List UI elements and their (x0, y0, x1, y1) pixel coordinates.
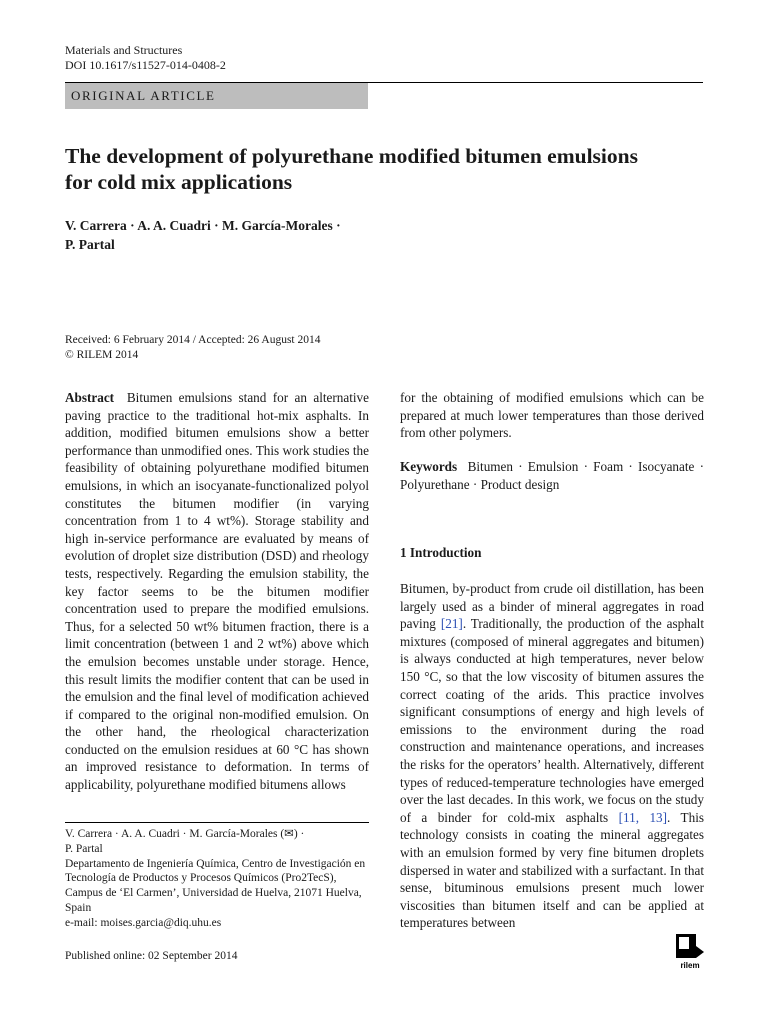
authors-line-2: P. Partal (65, 237, 115, 252)
article-type-banner: ORIGINAL ARTICLE (65, 83, 368, 109)
received-accepted: Received: 6 February 2014 / Accepted: 26 August 2014 (65, 334, 321, 346)
section-heading-introduction: 1 Introduction (400, 545, 482, 560)
dates-block (65, 333, 321, 363)
abstract-continuation: for the obtaining of modified emulsions which can be prepared at much lower temperatures than those derived from other polymers. (400, 390, 704, 441)
citation-link[interactable]: [21] (440, 616, 463, 632)
abstract (65, 389, 369, 794)
authors-line-1: V. Carrera · A. A. Cuadri · M. García-Morales · (65, 218, 341, 233)
copyright: © RILEM 2014 (65, 349, 139, 361)
journal-name: Materials and Structures (65, 43, 183, 57)
logo-text: rilem (680, 961, 700, 970)
intro-text-3: . This technology consists in coating the mineral aggregates with an emulsion formed by very fine bitumen droplets dispersed in water and stabilized with a surfactant. In that sense, bituminous emulsions present much lower viscosities than bitumen itself and can be applied at temperatures between (400, 809, 704, 931)
abstract-label: Abstract (65, 390, 115, 405)
keywords-text: Bitumen · Emulsion · Foam · Isocyanate · Polyurethane · Product design (400, 459, 704, 492)
affiliation-footnote (65, 827, 369, 931)
doi[interactable]: DOI 10.1617/s11527-014-0408-2 (65, 58, 226, 72)
keywords (400, 458, 704, 493)
intro-text-2: . Traditionally, the production of the asphalt mixtures (composed of mineral aggregates and bitumen) is always conducted at high temperatures, never below 150 °C, so that the low viscosity of bitumen assures the correct coating of the arids. This practice involves significant consumptions of energy and high levels of emissions to the environment during the road construction and maintenance operations, and increases the risks for the operators’ health. Alternatively, different types of reduced-temperature technologies have emerged over the last decades. In this work, we focus on the study of a binder for cold-mix asphalts (400, 616, 704, 825)
rilem-logo-icon (676, 934, 704, 970)
abstract-text: Bitumen emulsions stand for an alternative paving practice to the traditional hot-mix asphalts. In addition, modified bitumen emulsions show a better performance than unmodified ones. This work studies the feasibility of obtaining polyurethane modified bitumen emulsions, in which an isocyanate-functionalized polyol constitutes the bitumen modifier (in varying concentration from 1 to 4 wt%). Storage stability and high in-service performance are evaluated by means of evolution of droplet size distribution (DSD) and rheology tests, respectively. Regarding the emulsion stability, the key factor seems to be the bitumen modifier concentration used to prepare the modified emulsions. Thus, for a selected 50 wt% bitumen fraction, there is a limit concentration (between 1 and 2 wt%) above which the emulsion becomes unstable under storage. Hence, this result limits the modifier content that can be used in the emulsion and the final level of modification achieved if compared to the original non-modified emulsion. On the other hand, the rheological characterization conducted on the emulsion residues at 60 °C has shown an improved resistance to deformation. In terms of applicability, polyurethane modified bitumens allows (65, 390, 370, 793)
affil-email[interactable]: e-mail: moises.garcia@diq.uhu.es (65, 916, 222, 929)
citation-link[interactable]: [11, 13] (618, 809, 668, 825)
journal-header (65, 43, 226, 73)
affil-department: Departamento de Ingeniería Química, Centro de Investigación en Tecnología de Productos y Procesos Químicos (Pro2TecS), Campus de ‘El Carmen’, Universidad de Huelva, 21071 Huelva, Spain (65, 857, 366, 914)
paper-title: The development of polyurethane modified bitumen emulsions for cold mix applications (65, 144, 638, 194)
introduction-paragraph (400, 580, 704, 932)
published-online: Published online: 02 September 2014 (65, 950, 238, 962)
affil-authors-2: P. Partal (65, 842, 103, 855)
author-list (65, 216, 395, 254)
footnote-rule (65, 822, 369, 823)
affil-authors-1: V. Carrera · A. A. Cuadri · M. García-Morales (✉) · (65, 828, 305, 840)
intro-text-1: Bitumen, by-product from crude oil distillation, has been largely used as a binder of mineral aggregates in road paving (400, 581, 704, 632)
keywords-label: Keywords (400, 459, 458, 474)
